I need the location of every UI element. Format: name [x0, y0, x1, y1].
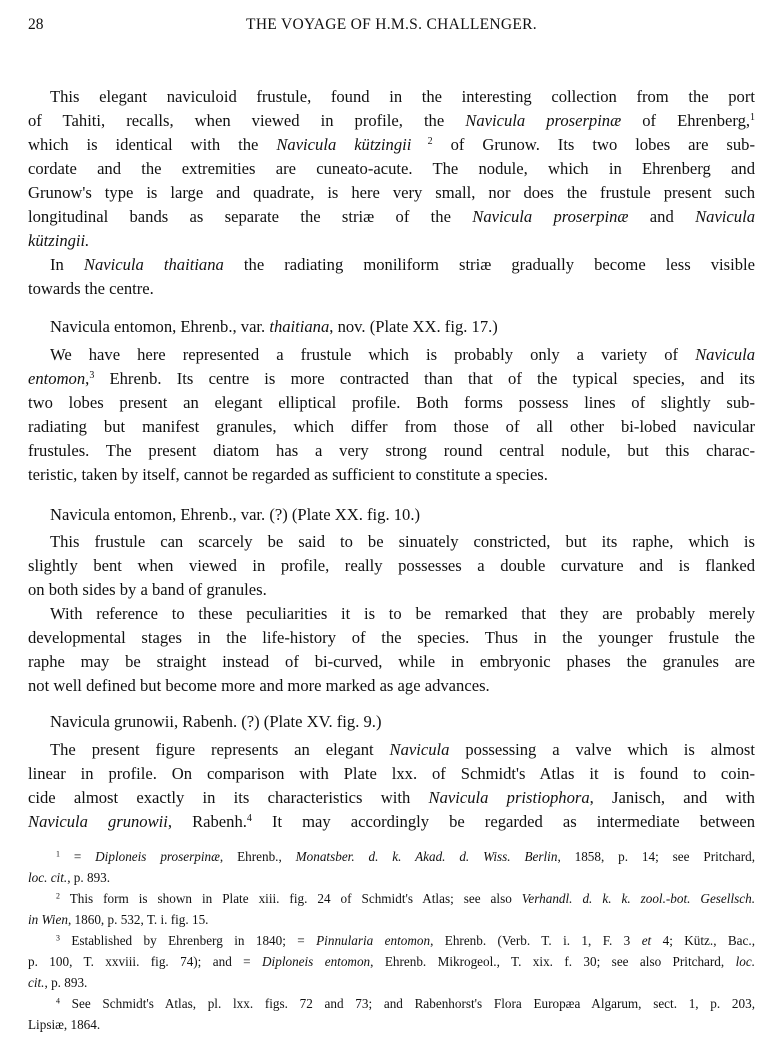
text-line: [28, 415, 755, 439]
paragraph: [28, 602, 755, 698]
footnote-ref: 2: [56, 891, 60, 901]
text-run: linear in profile. On comparison with Plate lxx. of Schmidt's Atlas it is found to coin-: [28, 764, 755, 783]
text-line: [28, 109, 755, 133]
text-run: This frustule can scarcely be said to be sinuately constricted, but its raphe, which is: [50, 532, 755, 551]
italic-text: et: [641, 933, 652, 948]
italic-text: Navicula kützingii: [276, 135, 412, 154]
text-run: frustules. The present diatom has a very strong round central nodule, but this charac-: [28, 441, 755, 460]
text-run: We have here represented a frustule which is probably only a variety of: [50, 345, 696, 364]
text-run: two lobes present an elegant elliptical profile. Both forms possess lines of slightly sub-: [28, 393, 755, 412]
text-run: and: [628, 207, 696, 226]
footnote-line: [28, 1014, 755, 1035]
italic-text: thaitiana: [269, 317, 330, 336]
text-run: Navicula grunowii, Rabenh. (?) (Plate XV. fig. 9.): [50, 712, 382, 731]
italic-text: kützingii.: [28, 231, 90, 250]
text-run: , 1860, p. 532, T. i. fig. 15.: [67, 912, 209, 927]
text-run: raphe may be straight instead of bi-curved, while in embryonic phases the granules are: [28, 652, 755, 671]
footnote-ref: 2: [411, 136, 433, 148]
text-run: Established by Ehrenberg in 1840; =: [59, 933, 317, 948]
page-number: 28: [28, 16, 44, 33]
text-run: radiating but manifest granules, which differ from those of all other bi-lobed navicular: [28, 417, 755, 436]
footnote-line: [28, 930, 755, 951]
footnote-line: [28, 951, 755, 972]
italic-text: Navicula pristiophora: [428, 788, 590, 807]
text-run: developmental stages in the life-history of the species. Thus in the younger frustule the: [28, 628, 755, 647]
text-line: [28, 503, 755, 527]
footnote-line: [28, 972, 755, 993]
text-run: not well defined but become more and more marked as age advances.: [28, 676, 490, 695]
text-line: [28, 626, 755, 650]
text-line: [28, 786, 755, 810]
text-line: [28, 277, 755, 301]
text-run: ,: [85, 369, 90, 388]
text-run: 4; Kütz., Bac.,: [651, 933, 755, 948]
italic-text: entomon: [28, 369, 86, 388]
footnote-ref: 3: [89, 370, 95, 382]
text-run: , 1858, p. 14; see Pritchard,: [557, 849, 756, 864]
text-run: Navicula entomon, Ehrenb., var. (?) (Plate XX. fig. 10.): [50, 505, 421, 524]
text-run: Grunow's type is large and quadrate, is here very small, nor does the frustule present such: [28, 183, 755, 202]
section-heading: [28, 315, 755, 339]
footnotes: [28, 846, 755, 1035]
text-run: , Ehrenb. Mikrogeol., T. xix. f. 30; see also Pritchard,: [370, 954, 736, 969]
text-run: =: [59, 849, 96, 864]
italic-text: Navicula proserpinæ: [465, 111, 622, 130]
italic-text: loc. cit.: [28, 870, 68, 885]
running-title: THE VOYAGE OF H.M.S. CHALLENGER.: [246, 16, 537, 33]
text-line: [28, 157, 755, 181]
italic-text: Navicula thaitiana: [83, 255, 224, 274]
text-run: , Ehrenb.,: [219, 849, 296, 864]
text-run: of Ehrenberg,: [621, 111, 751, 130]
italic-text: Verhandl. d. k. k. zool.-bot. Gesellsch.: [521, 891, 755, 906]
paragraph: [28, 738, 755, 834]
footnote-ref: 1: [750, 112, 756, 124]
text-run: Navicula entomon, Ehrenb., var.: [50, 317, 270, 336]
footnote-ref: 4: [56, 996, 60, 1006]
italic-text: Navicula: [695, 345, 755, 364]
italic-text: Navicula proserpinæ: [472, 207, 629, 226]
text-line: [28, 578, 755, 602]
text-line: [28, 738, 755, 762]
text-run: longitudinal bands as separate the striæ of the: [28, 207, 473, 226]
text-line: [28, 554, 755, 578]
footnote-line: [28, 846, 755, 867]
footnote-line: [28, 993, 755, 1014]
footnote-line: [28, 888, 755, 909]
text-line: [28, 133, 755, 157]
text-line: [28, 602, 755, 626]
text-run: In: [50, 255, 84, 274]
text-line: [28, 810, 755, 834]
text-line: [28, 367, 755, 391]
footnote-line: [28, 909, 755, 930]
text-run: The present figure represents an elegant: [50, 740, 390, 759]
footnote-line: [28, 867, 755, 888]
text-line: [28, 439, 755, 463]
text-run: , Janisch, and with: [589, 788, 755, 807]
italic-text: cit.: [28, 975, 45, 990]
text-line: [28, 762, 755, 786]
text-run: Ehrenb. Its centre is more contracted than that of the typical species, and its: [94, 369, 755, 388]
text-run: , Ehrenb. (Verb. T. i. 1, F. 3: [430, 933, 642, 948]
text-run: , Rabenh.: [167, 812, 247, 831]
text-run: cordate and the extremities are cuneato-acute. The nodule, which in Ehrenberg and: [28, 159, 755, 178]
text-line: [28, 530, 755, 554]
paragraph: [28, 343, 755, 487]
section-heading: [28, 710, 755, 734]
text-line: [28, 343, 755, 367]
text-line: [28, 253, 755, 277]
footnote-ref: 3: [56, 933, 60, 943]
footnote-ref: 4: [246, 813, 252, 825]
footnote-ref: 1: [56, 849, 60, 859]
text-run: , nov. (Plate XX. fig. 17.): [329, 317, 498, 336]
italic-text: loc.: [735, 954, 756, 969]
italic-text: Diploneis proserpinæ: [95, 849, 220, 864]
text-line: [28, 181, 755, 205]
text-line: [28, 463, 755, 487]
text-run: , p. 893.: [67, 870, 111, 885]
italic-text: Navicula grunowii: [28, 812, 168, 831]
text-run: This form is shown in Plate xiii. fig. 24 of Schmidt's Atlas; see also: [59, 891, 522, 906]
italic-text: Navicula: [389, 740, 450, 759]
text-line: [28, 650, 755, 674]
text-line: [28, 674, 755, 698]
italic-text: Pinnularia entomon: [316, 933, 431, 948]
paragraph: [28, 85, 755, 253]
text-run: Lipsiæ, 1864.: [28, 1017, 101, 1032]
text-run: of Grunow. Its two lobes are sub-: [432, 135, 755, 154]
text-run: , p. 893.: [44, 975, 88, 990]
text-run: It may accordingly be regarded as intermediate between: [251, 812, 755, 831]
text-run: of Tahiti, recalls, when viewed in profile, the: [28, 111, 466, 130]
text-line: [28, 710, 755, 734]
text-run: towards the centre.: [28, 279, 154, 298]
text-line: [28, 315, 755, 339]
running-header: [28, 16, 755, 40]
italic-text: Diploneis entomon: [262, 954, 371, 969]
text-run: possessing a valve which is almost: [449, 740, 755, 759]
paragraph: [28, 253, 755, 301]
text-run: which is identical with the: [28, 135, 277, 154]
text-run: cide almost exactly in its characteristics with: [28, 788, 429, 807]
section-heading: [28, 503, 755, 527]
italic-text: Monatsber. d. k. Akad. d. Wiss. Berlin: [295, 849, 558, 864]
text-line: [28, 85, 755, 109]
text-line: [28, 205, 755, 229]
italic-text: in Wien: [28, 912, 68, 927]
text-run: teristic, taken by itself, cannot be regarded as sufficient to constitute a species.: [28, 465, 548, 484]
text-line: [28, 391, 755, 415]
text-run: See Schmidt's Atlas, pl. lxx. figs. 72 and 73; and Rabenhorst's Flora Europæa Algarum, sect. 1, p. 203,: [59, 996, 755, 1011]
italic-text: Navicula: [695, 207, 755, 226]
text-run: This elegant naviculoid frustule, found in the interesting collection from the port: [50, 87, 755, 106]
text-run: p. 100, T. xxviii. fig. 74); and =: [28, 954, 263, 969]
text-run: With reference to these peculiarities it is to be remarked that they are probably merely: [50, 604, 755, 623]
text-run: the radiating moniliform striæ gradually become less visible: [223, 255, 755, 274]
paragraph: [28, 530, 755, 602]
text-run: on both sides by a band of granules.: [28, 580, 267, 599]
text-line: [28, 229, 755, 253]
text-run: slightly bent when viewed in profile, really possesses a double curvature and is flanked: [28, 556, 755, 575]
